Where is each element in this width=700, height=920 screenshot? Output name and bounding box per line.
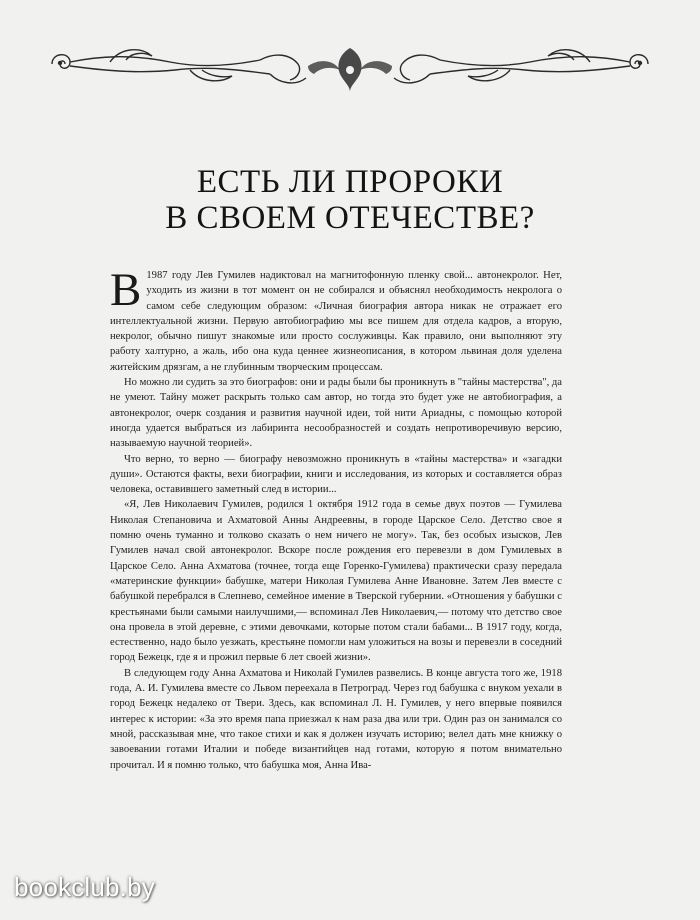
article-body: [110, 264, 562, 773]
paragraph-1-text: 1987 году Лев Гумилев надиктовал на магнитофонную пленку свой... автонекролог. Нет, уходить из жизни в тот момент он не собирался и объяснял необходимость некролога о самом себе следующим образом: «Личная биография автора никак не отражает его интеллектуальной жизни. Первую автобиографию мы все пишем для отдела кадров, а вторую, некролог, обычно пишут знакомые или просто сослуживцы. Как правило, они выполняют эту работу халтурно, а жаль, ибо она куда ценнее жизнеописания, в котором львиная доля уделена житейским дрязгам, а не глубинным творческим процессам.: [110, 270, 562, 373]
paragraph-3: Что верно, то верно — биографу невозможно проникнуть в «тайны мастерства» и «загадки души». Остаются факты, вехи биографии, книги и исследования, из которых и составляется образ человека, оставившего заметный след в истории...: [110, 453, 562, 496]
paragraph-1: [110, 264, 562, 375]
page-title: [100, 164, 600, 236]
drop-cap: В: [110, 264, 142, 316]
title-line-1: ЕСТЬ ЛИ ПРОРОКИ: [196, 164, 504, 200]
paragraph-5: В следующем году Анна Ахматова и Николай Гумилев развелись. В конце августа того же, 1918 года, А. И. Гумилева вместе со Львом переехала в Петроград. Через год бабушка с внуком уехали в город Бежецк недалеко от Твери. Здесь, как вспоминал Л. Н. Гумилев, у него впервые появился интерес к истории: «За это время папа приезжал к нам раза два или три. Один раз он занимался со мной, рассказывая мне, что такое стихи и как я должен изучать историю; велел дать мне книжку о завоевании готами Италии и победе византийцев над готами, которую я потом внимательно прочитал. И я помню только, что бабушка моя, Анна Ива-: [110, 667, 562, 771]
paragraph-4: «Я, Лев Николаевич Гумилев, родился 1 октября 1912 года в семье двух поэтов — Гумилева Николая Степановича и Ахматовой Анны Андреевны, в городе Царское Село. Детство свое я помню очень туманно и толково сказать о нем ничего не могу». Так, без особых изысков, Лев Гумилев начал свой автонекролог. Вскоре после рождения его перевезли в дом Гумилевых в Царское Село. Анна Ахматова (точнее, тогда еще Горенко-Гумилева) практически сразу передала «материнские функции» бабушке, матери Николая Гумилева Анне Ивановне. Затем Лев вместе с бабушкой перебрался в Слепнево, семейное имение в Тверской губернии. «Отношения у бабушки с крестьянами были самыми наилучшими,— вспоминал Лев Николаевич,— потому что детство свое она провела в этой деревне, с этими девочками, которые потом стали бабами... В 1917 году, когда, естественно, надо было уезжать, крестьяне помогли нам уложиться на возы и перевезли в соседний город Бежецк, где я и прожил первые 6 лет своей жизни».: [110, 499, 562, 664]
watermark: bookclub.by: [14, 872, 155, 902]
paragraph-2: Но можно ли судить за это биографов: они и рады были бы проникнуть в "тайны мастерства", да не умеют. Тайну может раскрыть только сам автор, но тогда это будет уже не автобиография, а автонекролог, очерк создания и развития научной идеи, той нити Ариадны, с помощью которой иногда удается выбраться из лабиринта несообразностей и создать непротиворечивую версию, называемую научной теорией».: [110, 377, 562, 450]
title-line-2: В СВОЕМ ОТЕЧЕСТВЕ?: [165, 200, 535, 236]
baroque-scroll-ornament-icon: [40, 40, 660, 100]
